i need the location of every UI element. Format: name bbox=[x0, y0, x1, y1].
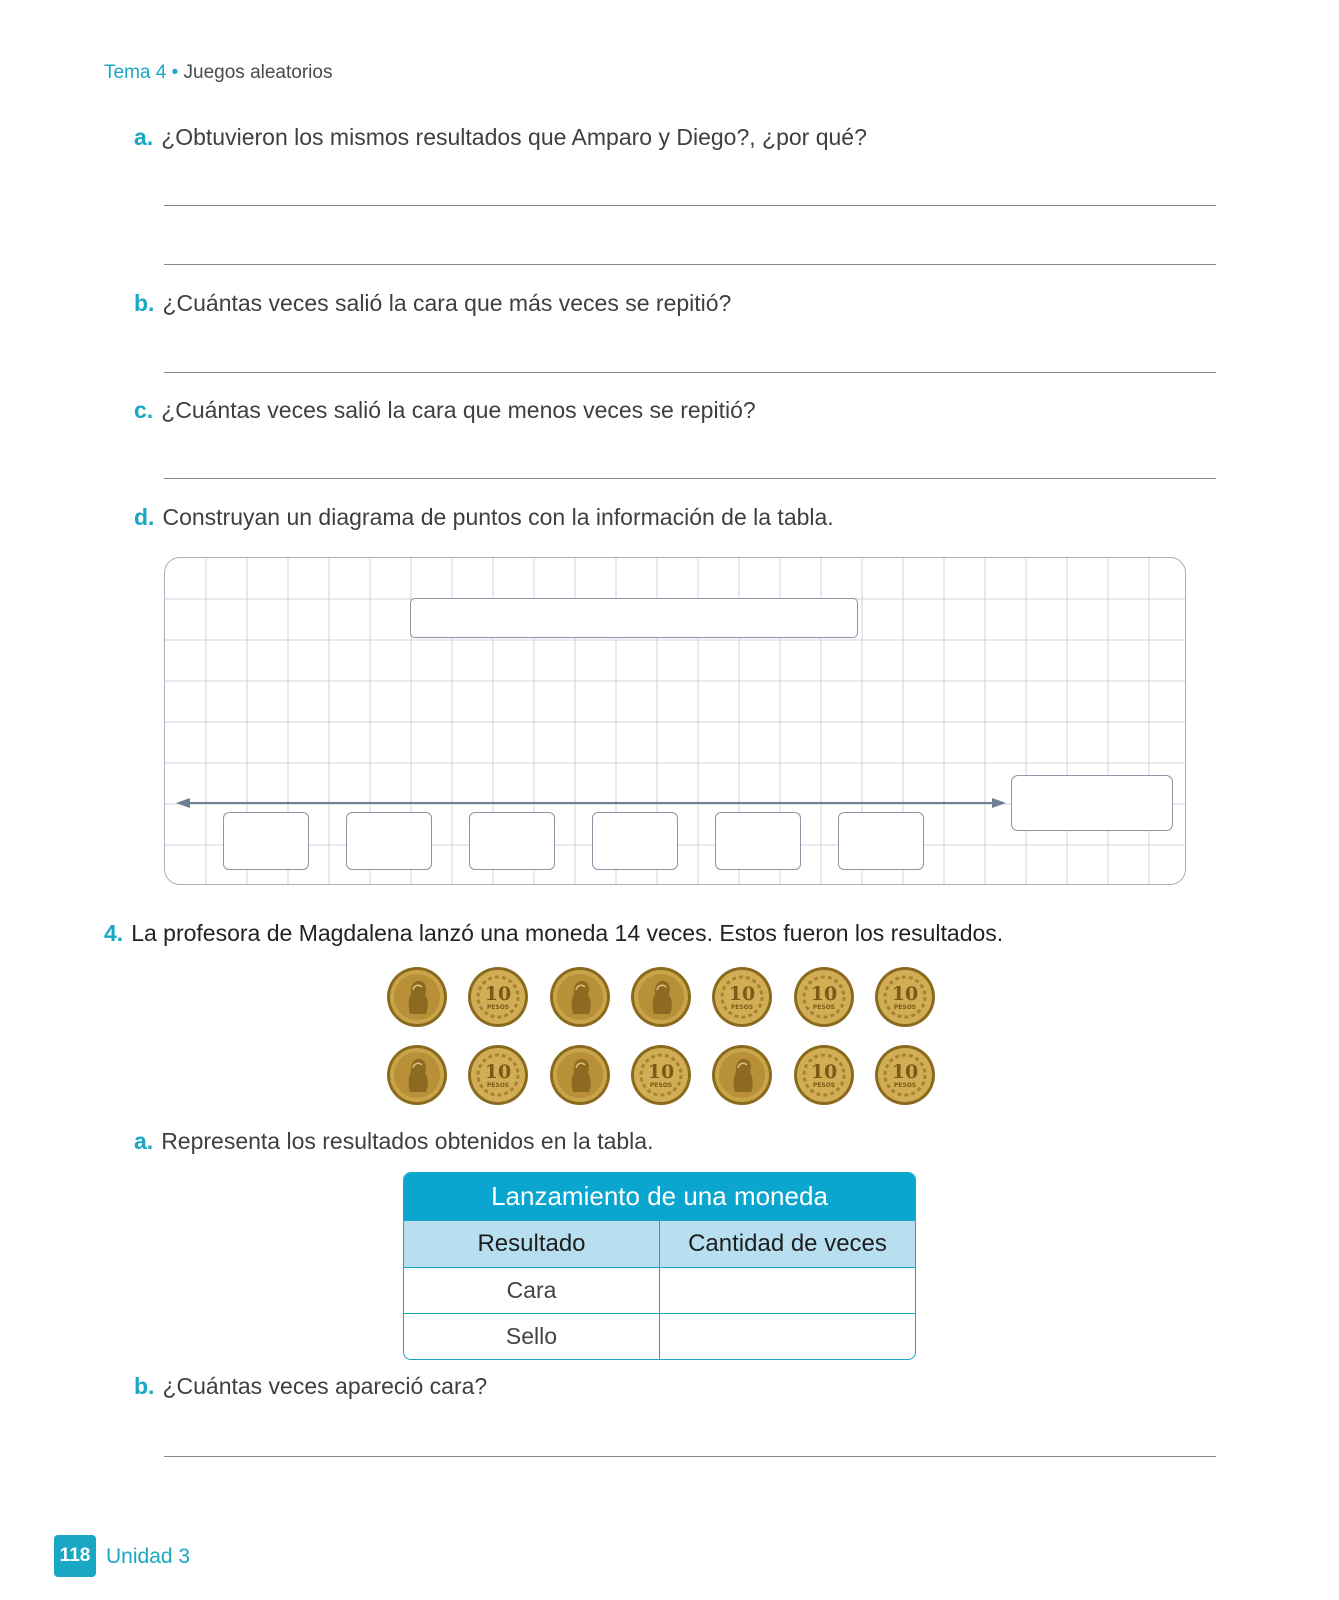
question-letter: c. bbox=[134, 397, 154, 423]
coin-unit: PESOS bbox=[486, 1082, 510, 1089]
coin-unit: PESOS bbox=[649, 1082, 673, 1089]
coin-tails-icon bbox=[630, 1044, 692, 1106]
coin-value: 10 bbox=[728, 983, 756, 1005]
coin-value: 10 bbox=[810, 1061, 838, 1083]
category-box[interactable] bbox=[223, 812, 309, 870]
page-header bbox=[104, 62, 332, 84]
category-box[interactable] bbox=[838, 812, 924, 870]
table-title: Lanzamiento de una moneda bbox=[404, 1173, 915, 1220]
question-text: ¿Cuántas veces salió la cara que menos veces se repitió? bbox=[161, 397, 756, 423]
problem-number: 4. bbox=[104, 920, 124, 946]
coin-tails-icon bbox=[874, 966, 936, 1028]
diagram-title-box[interactable] bbox=[410, 598, 858, 638]
coin-unit: PESOS bbox=[893, 1082, 917, 1089]
answer-line[interactable] bbox=[164, 264, 1216, 265]
category-box[interactable] bbox=[715, 812, 801, 870]
question-a bbox=[134, 124, 867, 151]
table-answer-cell[interactable] bbox=[659, 1268, 915, 1313]
category-box[interactable] bbox=[592, 812, 678, 870]
category-box[interactable] bbox=[346, 812, 432, 870]
table-header-row bbox=[404, 1220, 915, 1267]
coin-toss-table bbox=[403, 1172, 916, 1360]
table-header: Cantidad de veces bbox=[659, 1221, 915, 1267]
answer-line[interactable] bbox=[164, 205, 1216, 206]
coin-heads-icon bbox=[386, 966, 448, 1028]
coin-tails-icon bbox=[793, 966, 855, 1028]
coin-value: 10 bbox=[810, 983, 838, 1005]
table-row bbox=[404, 1267, 915, 1313]
coin-value: 10 bbox=[891, 1061, 919, 1083]
table-answer-cell[interactable] bbox=[659, 1314, 915, 1359]
question-text: ¿Obtuvieron los mismos resultados que Amparo y Diego?, ¿por qué? bbox=[161, 124, 867, 150]
coin-tails-icon bbox=[467, 966, 529, 1028]
coin-unit: PESOS bbox=[812, 1004, 836, 1011]
coin-value: 10 bbox=[891, 983, 919, 1005]
page-number: 118 bbox=[54, 1535, 96, 1577]
topic-title: Juegos aleatorios bbox=[183, 62, 333, 83]
answer-line[interactable] bbox=[164, 478, 1216, 479]
coin-tails-icon bbox=[711, 966, 773, 1028]
question-c bbox=[134, 397, 756, 424]
coin-value: 10 bbox=[484, 1061, 512, 1083]
coin-heads-icon bbox=[549, 966, 611, 1028]
header-separator: • bbox=[171, 62, 179, 83]
coin-tails-icon bbox=[874, 1044, 936, 1106]
coin-unit: PESOS bbox=[730, 1004, 754, 1011]
coin-unit: PESOS bbox=[893, 1004, 917, 1011]
coin-heads-icon bbox=[386, 1044, 448, 1106]
coin-tails-icon bbox=[793, 1044, 855, 1106]
category-box[interactable] bbox=[469, 812, 555, 870]
arrow-right-icon bbox=[992, 798, 1006, 808]
coin-unit: PESOS bbox=[812, 1082, 836, 1089]
question-letter: d. bbox=[134, 504, 155, 530]
coin-value: 10 bbox=[647, 1061, 675, 1083]
question-text: Construyan un diagrama de puntos con la información de la tabla. bbox=[162, 504, 834, 530]
problem-4-question-b bbox=[134, 1373, 487, 1400]
question-letter: a. bbox=[134, 124, 154, 150]
question-letter: b. bbox=[134, 1373, 155, 1399]
answer-line[interactable] bbox=[164, 1456, 1216, 1457]
table-cell: Sello bbox=[505, 1323, 558, 1349]
answer-line[interactable] bbox=[164, 372, 1216, 373]
question-b bbox=[134, 290, 731, 317]
unit-label: Unidad 3 bbox=[106, 1545, 191, 1568]
question-text: Representa los resultados obtenidos en la tabla. bbox=[161, 1128, 654, 1154]
coin-heads-icon bbox=[711, 1044, 773, 1106]
table-cell: Cara bbox=[506, 1277, 557, 1303]
problem-4 bbox=[104, 920, 1003, 947]
table-header: Resultado bbox=[477, 1230, 586, 1257]
problem-4-question-a bbox=[134, 1128, 653, 1155]
table-row bbox=[404, 1313, 915, 1359]
horizontal-axis-arrow bbox=[176, 796, 1006, 810]
coin-unit: PESOS bbox=[486, 1004, 510, 1011]
question-letter: b. bbox=[134, 290, 155, 316]
coin-heads-icon bbox=[549, 1044, 611, 1106]
problem-text: La profesora de Magdalena lanzó una moneda 14 veces. Estos fueron los resultados. bbox=[131, 920, 1004, 946]
coin-tails-icon bbox=[467, 1044, 529, 1106]
arrow-left-icon bbox=[176, 798, 190, 808]
topic-number: Tema 4 bbox=[104, 62, 167, 83]
question-letter: a. bbox=[134, 1128, 154, 1154]
question-text: ¿Cuántas veces apareció cara? bbox=[162, 1373, 488, 1399]
question-d bbox=[134, 504, 834, 531]
coin-value: 10 bbox=[484, 983, 512, 1005]
axis-title-box[interactable] bbox=[1011, 775, 1173, 831]
coin-heads-icon bbox=[630, 966, 692, 1028]
question-text: ¿Cuántas veces salió la cara que más veces se repitió? bbox=[162, 290, 732, 316]
